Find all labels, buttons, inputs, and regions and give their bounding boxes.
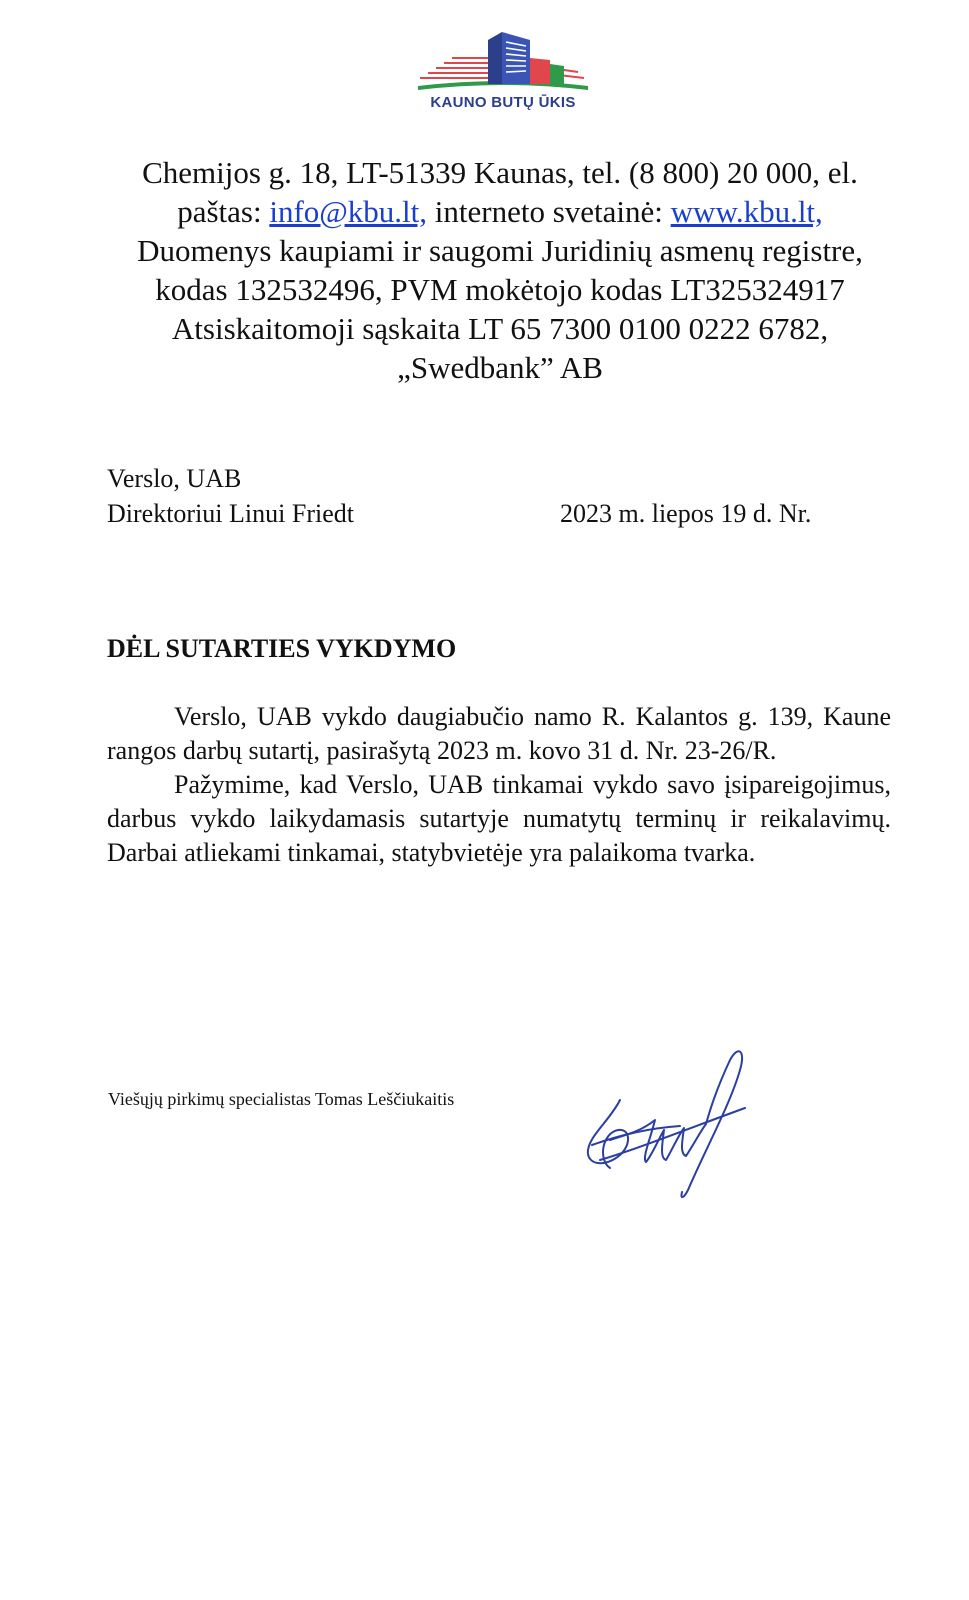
- document-body: [107, 700, 891, 870]
- contact-info: [60, 153, 940, 387]
- document-date: 2023 m. liepos 19 d. Nr.: [560, 499, 812, 528]
- body-paragraph-2: Pažymime, kad Verslo, UAB tinkamai vykdo savo įsipareigojimus, darbus vykdo laikydamasis sutartyje numatytų terminų ir reikalavimų. Darbai atliekami tinkamai, statybvietėje yra palaikoma tvarka.: [107, 770, 891, 867]
- recipient-person: Direktoriui Linui Friedt: [107, 499, 354, 528]
- handwritten-signature-icon: [580, 1040, 755, 1205]
- contact-codes: kodas 132532496, PVM mokėtojo kodas LT325324917: [155, 272, 845, 307]
- contact-website-label: interneto svetainė:: [427, 194, 671, 229]
- website-link[interactable]: www.kbu.lt,: [670, 194, 823, 229]
- building-logo-icon: [418, 28, 588, 94]
- contact-email-label: paštas:: [177, 194, 270, 229]
- body-paragraph-1: Verslo, UAB vykdo daugiabučio namo R. Kalantos g. 139, Kaune rangos darbų sutartį, pasirašytą 2023 m. kovo 31 d. Nr. 23-26/R.: [107, 702, 891, 765]
- signature: [580, 1040, 755, 1205]
- contact-bank: „Swedbank” AB: [397, 350, 603, 385]
- company-logo: [418, 28, 588, 114]
- contact-registry: Duomenys kaupiami ir saugomi Juridinių asmenų registre,: [137, 233, 863, 268]
- email-link[interactable]: info@kbu.lt,: [269, 194, 428, 229]
- document-subject: DĖL SUTARTIES VYKDYMO: [107, 634, 457, 663]
- contact-address: Chemijos g. 18, LT-51339 Kaunas, tel. (8 800) 20 000, el.: [142, 155, 858, 190]
- logo-text: KAUNO BUTŲ ŪKIS: [430, 94, 576, 111]
- recipient-block: [107, 461, 354, 531]
- contact-web-line: [60, 192, 940, 231]
- recipient-company: Verslo, UAB: [107, 464, 242, 493]
- contact-account: Atsiskaitomoji sąskaita LT 65 7300 0100 0222 6782,: [171, 311, 829, 346]
- signatory-name: Viešųjų pirkimų specialistas Tomas Leščiukaitis: [108, 1089, 455, 1109]
